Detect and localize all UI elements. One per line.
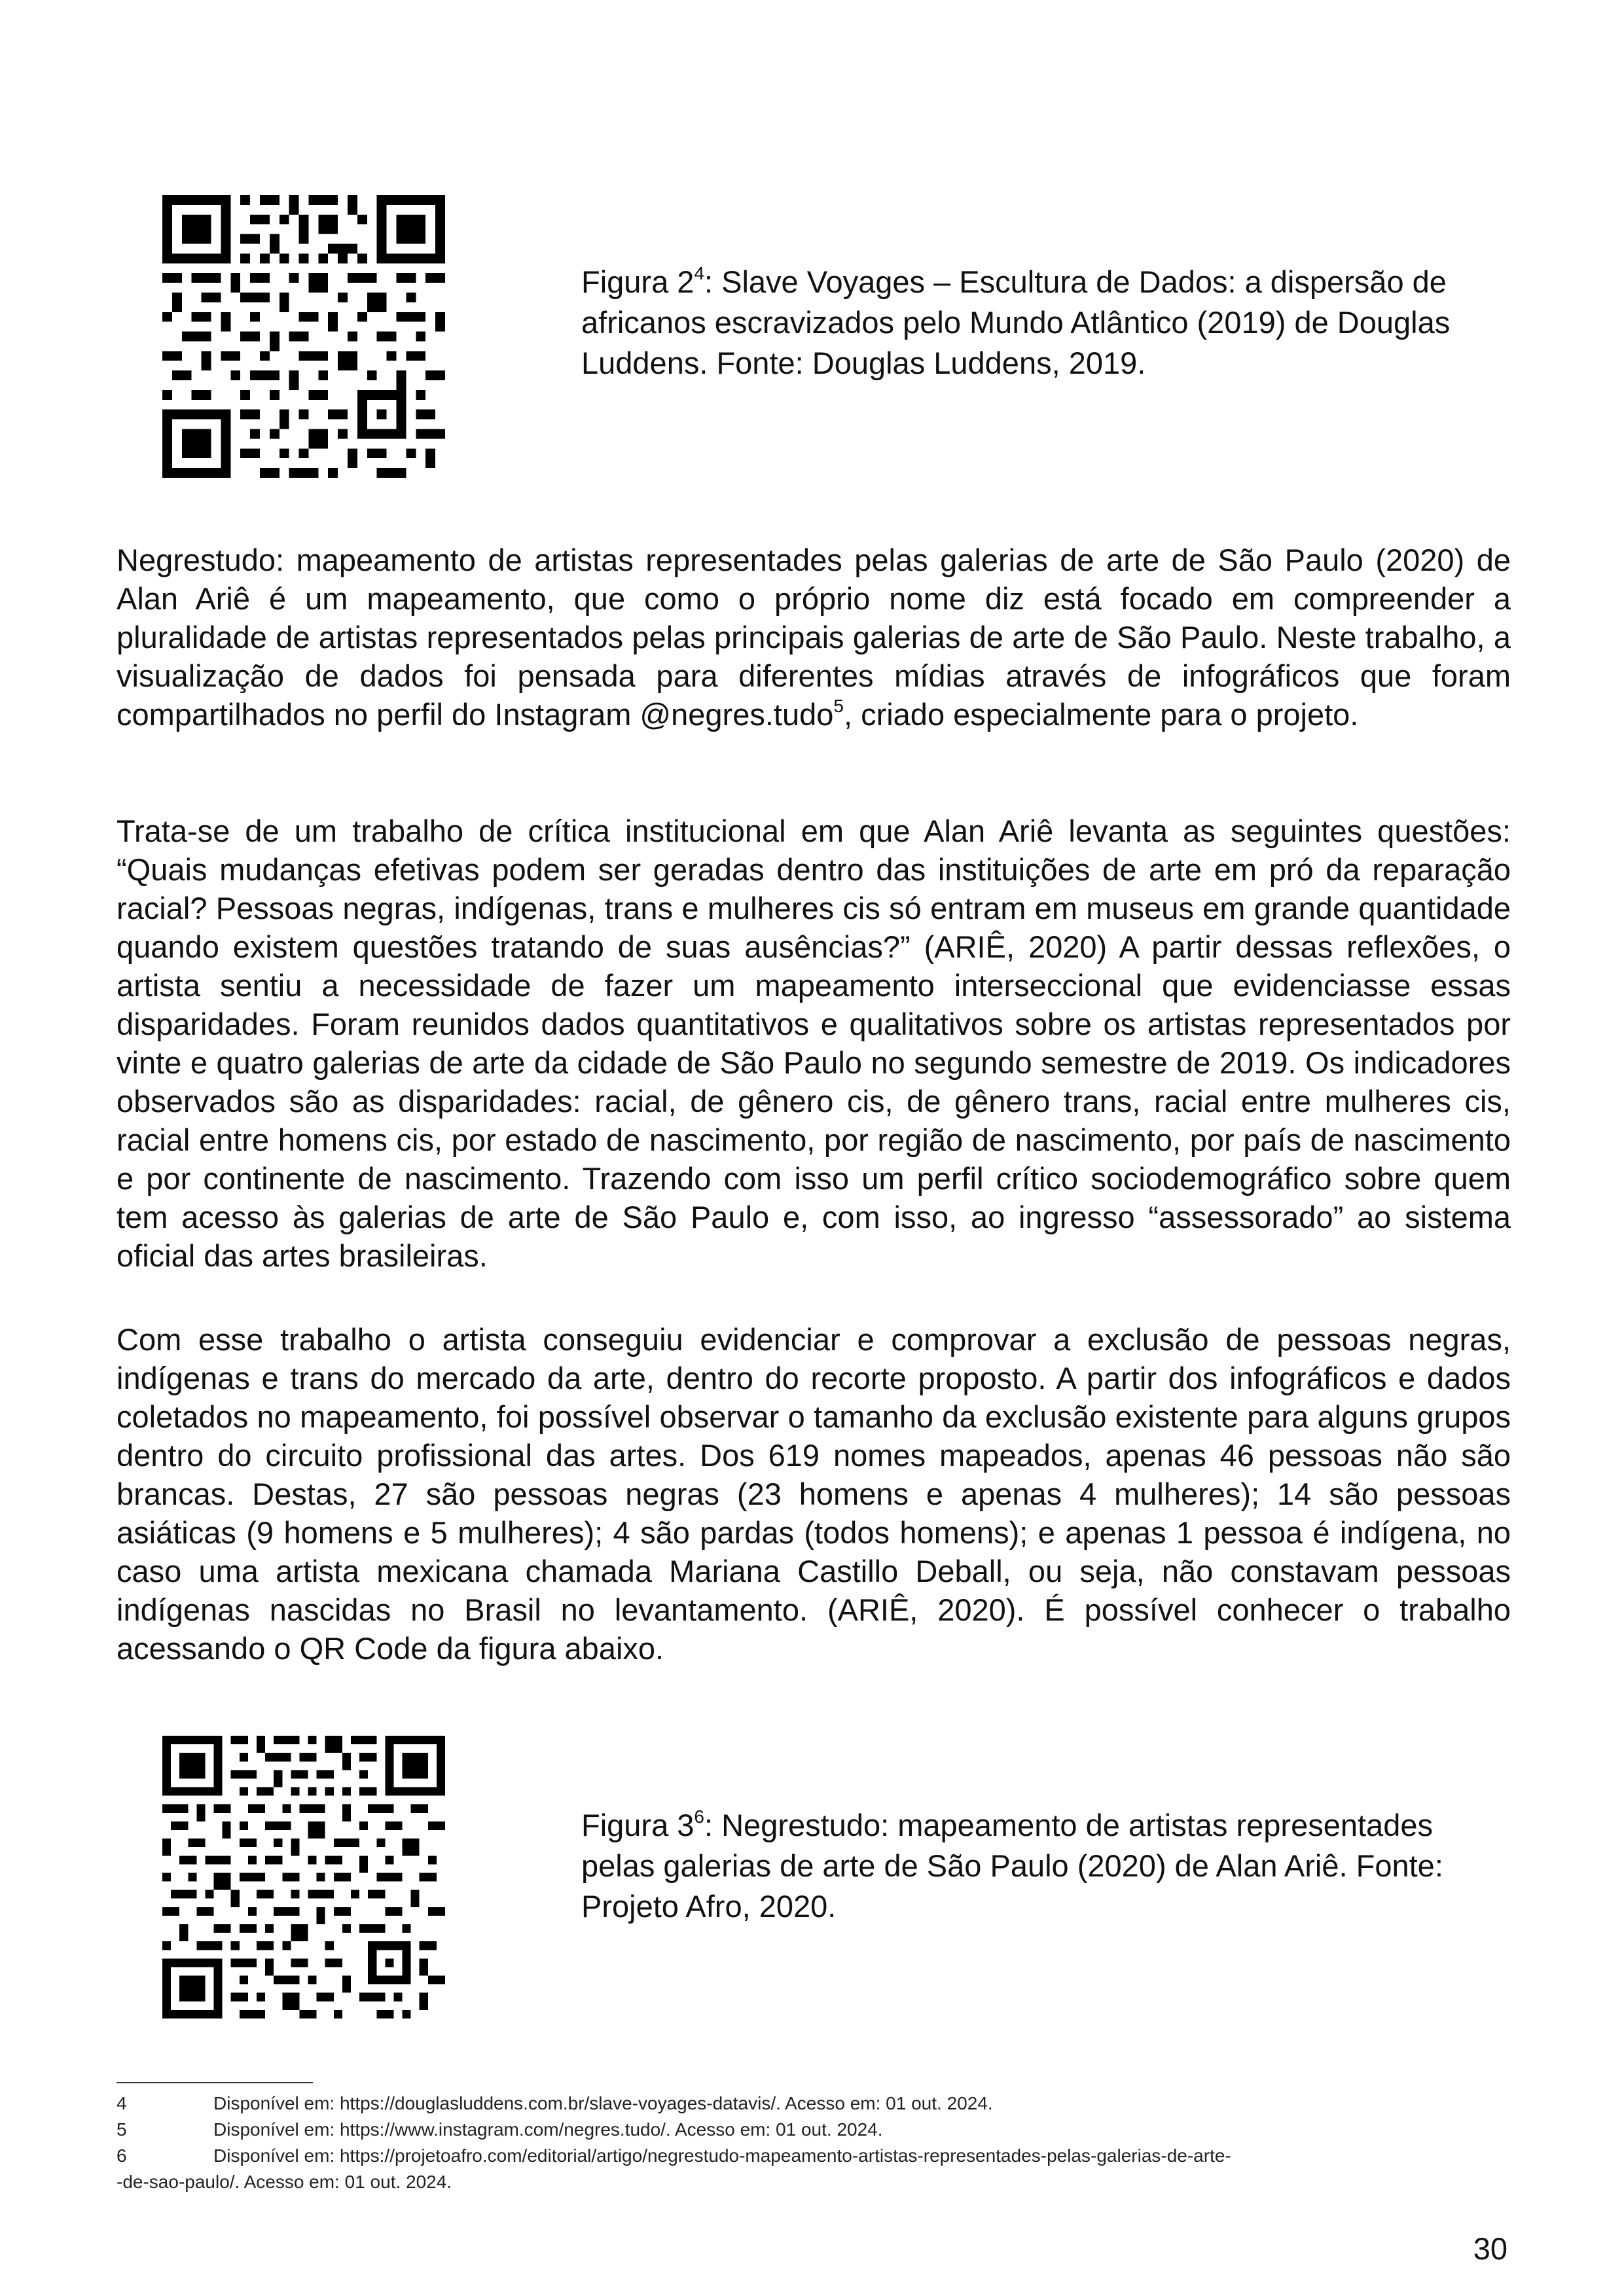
- figure-2-caption: [581, 262, 1511, 384]
- figure-2-label: Figura 2: [581, 264, 695, 299]
- footnote-4: [117, 2092, 1511, 2115]
- footnote-ref-4[interactable]: 4: [694, 263, 704, 283]
- paragraph-1: [117, 541, 1511, 734]
- qr-code-figure-3: [162, 1736, 445, 2018]
- footnote-text[interactable]: Disponível em: https://projetoafro.com/editorial/artigo/negrestudo-mapeamento-artistas-representades-pelas-galerias-de-arte-: [213, 2145, 1231, 2166]
- paragraph-3: Com esse trabalho o artista conseguiu evidenciar e comprovar a exclusão de pessoas negras, indígenas e trans do mercado da arte, dentro do recorte proposto. A partir dos infográficos e dados coletados no mapeamento, foi possível observar o tamanho da exclusão existente para alguns grupos dentro do circuito profissional das artes. Dos 619 nomes mapeados, apenas 46 pessoas não são brancas. Destas, 27 são pessoas negras (23 homens e apenas 4 mulheres); 14 são pessoas asiáticas (9 homens e 5 mulheres); 4 são pardas (todos homens); e apenas 1 pessoa é indígena, no caso uma artista mexicana chamada Mariana Castillo Deball, ou seja, não constavam pessoas indígenas nascidas no Brasil no levantamento. (ARIÊ, 2020). É possível conhecer o trabalho acessando o QR Code da figura abaixo.: [117, 1322, 1511, 1666]
- footnote-text[interactable]: Disponível em: https://douglasluddens.com.br/slave-voyages-datavis/. Acesso em: 01 out. 2024.: [213, 2093, 993, 2113]
- footnote-ref-6[interactable]: 6: [694, 1806, 704, 1827]
- qr-code-icon: [162, 1736, 445, 2018]
- footnote-number: 4: [117, 2093, 127, 2113]
- footnote-number: 5: [117, 2119, 127, 2140]
- footnote-5: [117, 2118, 1511, 2142]
- figure-2-caption-text: : Slave Voyages – Escultura de Dados: a dispersão de africanos escravizados pelo Mundo Atlântico (2019) de Douglas Luddens. Fonte: Douglas Luddens, 2019.: [581, 264, 1451, 380]
- footnote-ref-5[interactable]: 5: [833, 696, 844, 716]
- footnote-6-continuation: [117, 2170, 1511, 2194]
- paragraph-1-text-b: , criado especialmente para o projeto.: [843, 697, 1359, 732]
- qr-code-figure-2: [162, 195, 445, 478]
- paragraph-2: Trata-se de um trabalho de crítica institucional em que Alan Ariê levanta as seguintes questões: “Quais mudanças efetivas podem ser geradas dentro das instituições de arte em pró da reparação racial? Pessoas negras, indígenas, trans e mulheres cis só entram em museus em grande quantidade quando existem questões tratando de suas ausências?” (ARIÊ, 2020) A partir dessas reflexões, o artista sentiu a necessidade de fazer um mapeamento interseccional que evidenciasse essas disparidades. Foram reunidos dados quantitativos e qualitativos sobre os artistas representados por vinte e quatro galerias de arte da cidade de São Paulo no segundo semestre de 2019. Os indicadores observados são as disparidades: racial, de gênero cis, de gênero trans, racial entre mulheres cis, racial entre homens cis, por estado de nascimento, por região de nascimento, por país de nascimento e por continente de nascimento. Trazendo com isso um perfil crítico sociodemográfico sobre quem tem acesso às galerias de arte de São Paulo e, com isso, ao ingresso “assessorado” ao sistema oficial das artes brasileiras.: [117, 814, 1511, 1273]
- footnote-text-continuation[interactable]: -de-sao-paulo/. Acesso em: 01 out. 2024.: [117, 2172, 452, 2192]
- footnote-6: [117, 2144, 1511, 2168]
- page-number: 30: [1473, 2231, 1507, 2266]
- footnote-divider: [117, 2082, 313, 2083]
- figure-3-caption: [581, 1805, 1511, 1927]
- figure-3-label: Figura 3: [581, 1808, 695, 1842]
- footnote-number: 6: [117, 2145, 127, 2166]
- figure-3-caption-text: : Negrestudo: mapeamento de artistas representades pelas galerias de arte de São Paulo (2020) de Alan Ariê. Fonte: Projeto Afro, 2020.: [581, 1808, 1443, 1924]
- paragraph-1-text-a: Negrestudo: mapeamento de artistas representades pelas galerias de arte de São Paulo (2020) de Alan Ariê é um mapeamento, que como o próprio nome diz está focado em compreender a pluralidade de artistas representados pelas principais galerias de arte de São Paulo. Neste trabalho, a visualização de dados foi pensada para diferentes mídias através de infográficos que foram compartilhados no perfil do Instagram @negres.tudo: [117, 543, 1511, 732]
- footnote-text[interactable]: Disponível em: https://www.instagram.com/negres.tudo/. Acesso em: 01 out. 2024.: [213, 2119, 883, 2140]
- qr-code-icon: [162, 195, 445, 478]
